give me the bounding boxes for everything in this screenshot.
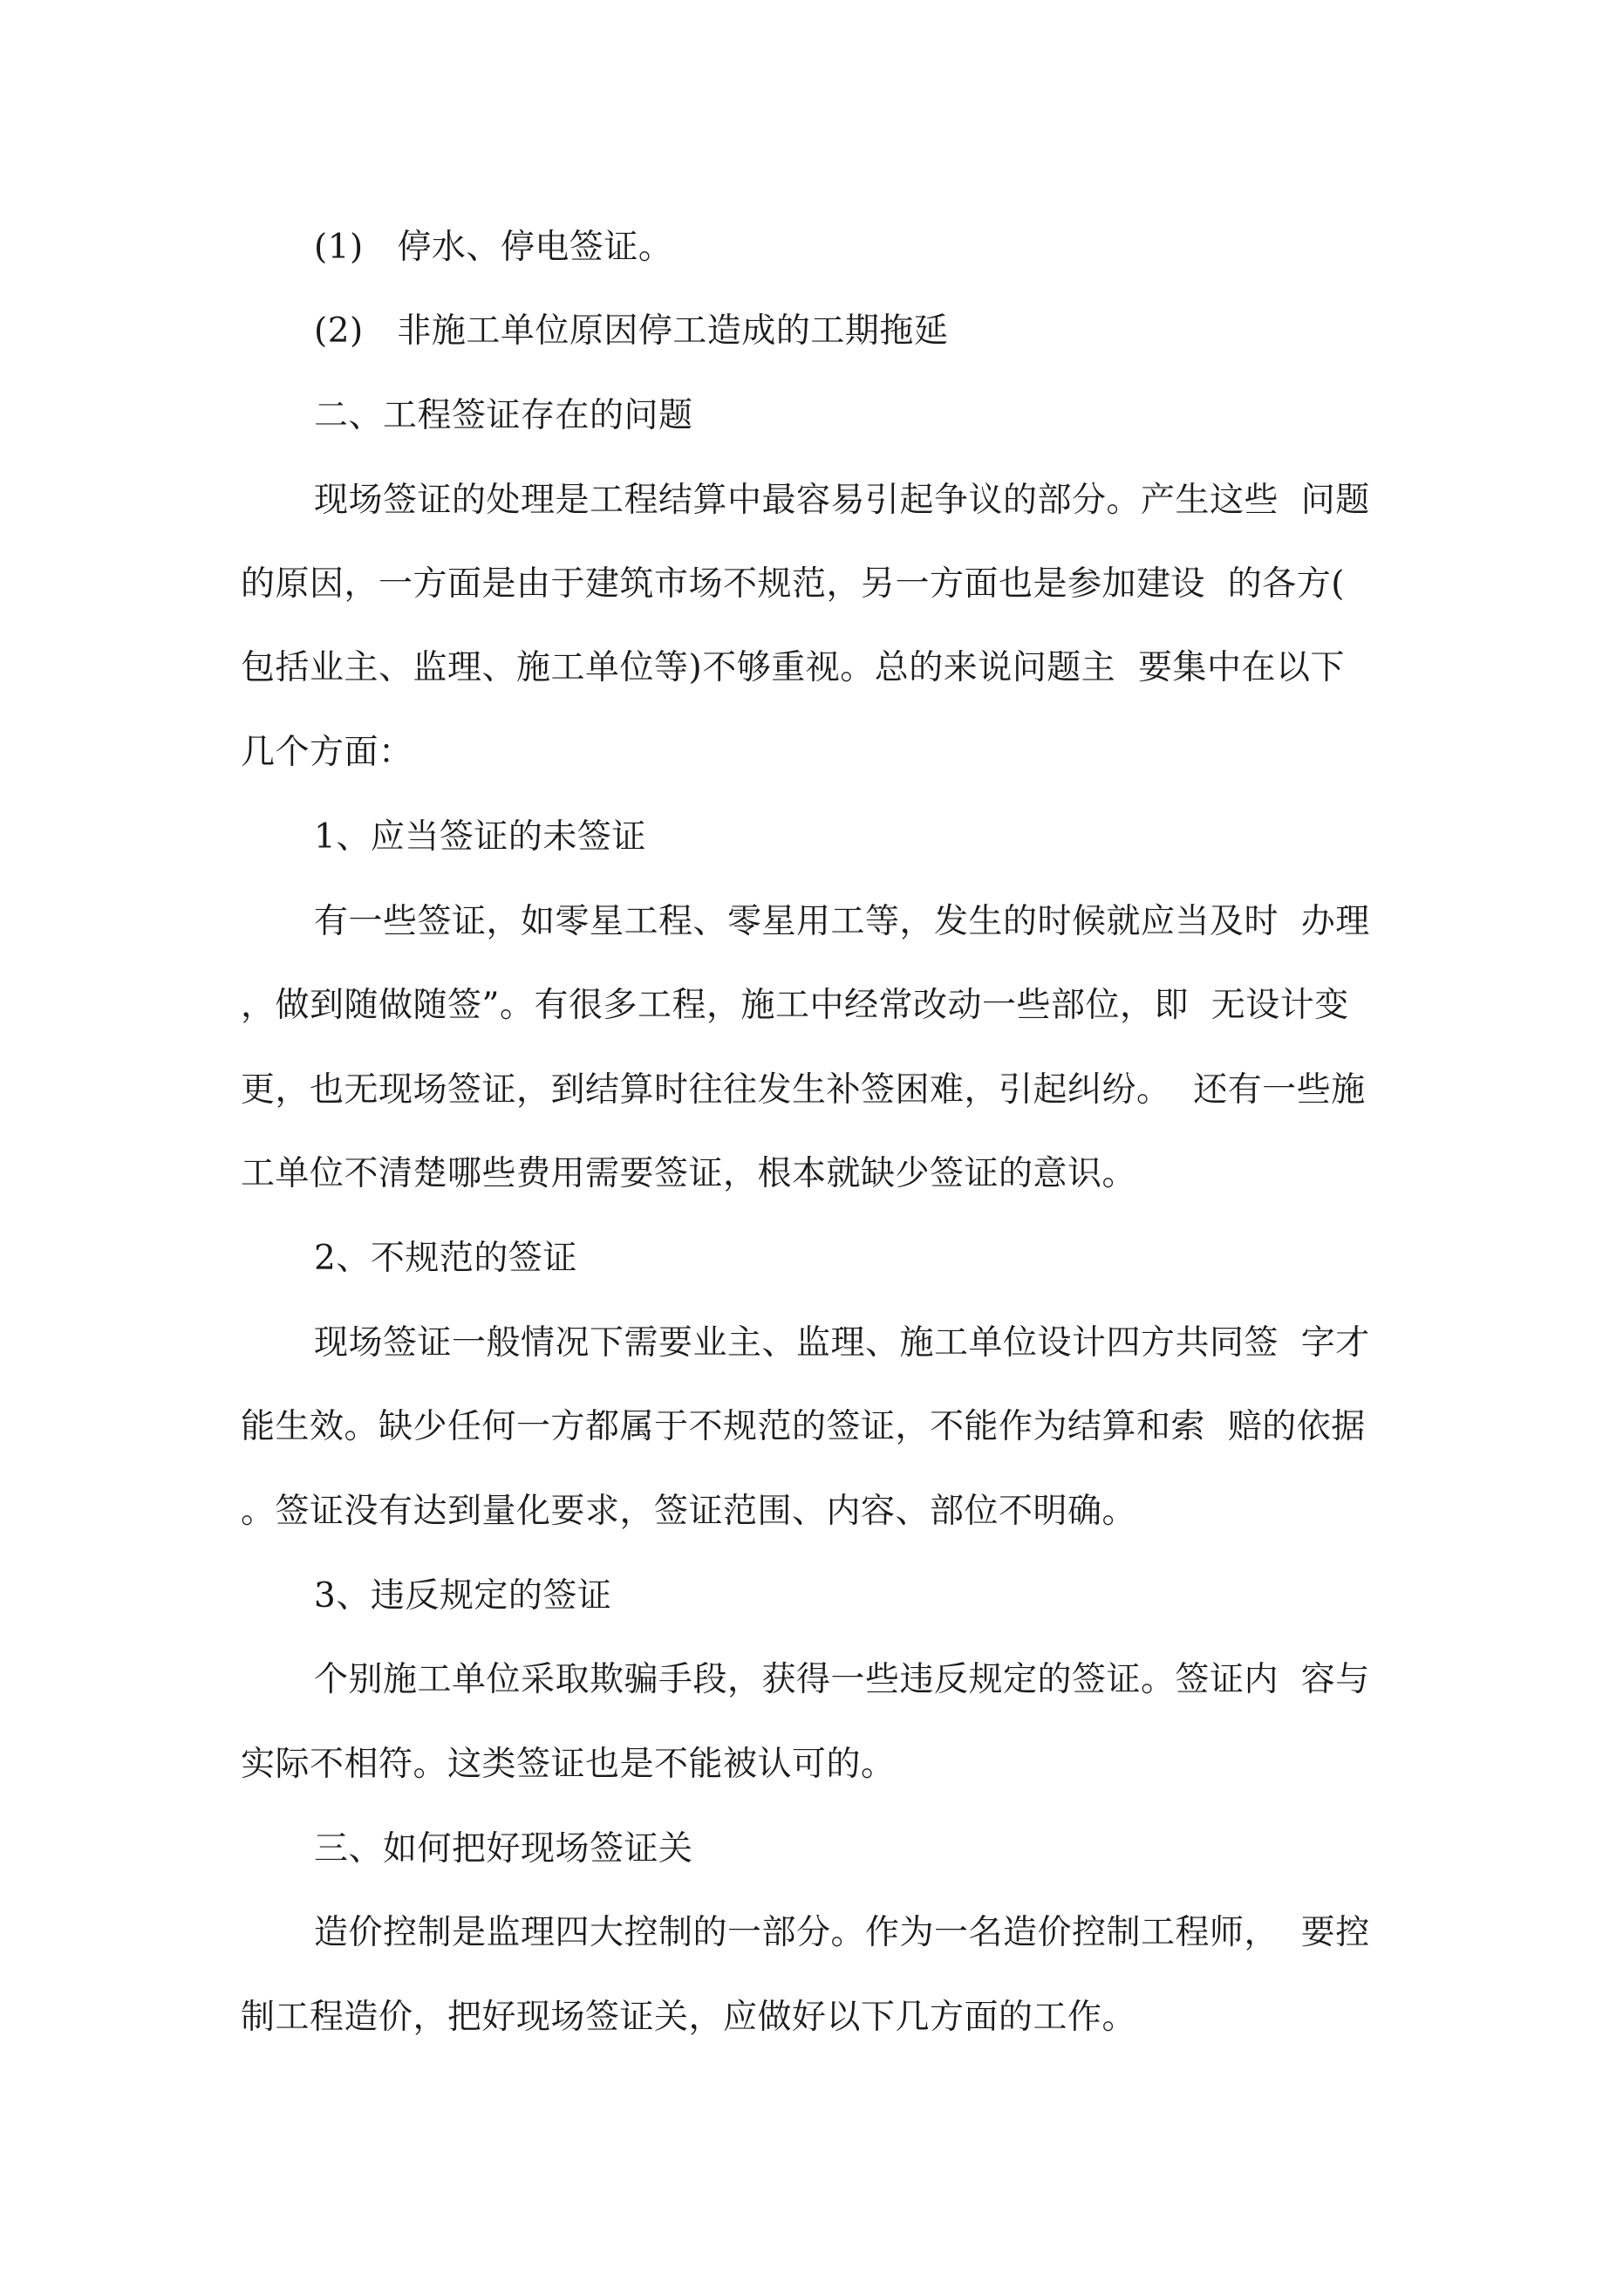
paragraph-line xyxy=(0,642,1623,694)
paragraph-line xyxy=(0,1317,1623,1370)
paragraph-line xyxy=(0,1148,1623,1200)
paragraph-line xyxy=(0,1401,1623,1453)
paragraph-line xyxy=(0,1486,1623,1538)
line-text: ，做到随做随签”。有很多工程，施工中经常改动一些部位，即 无设计变 xyxy=(241,986,1349,1025)
line-text: 3、违反规定的签证 xyxy=(314,1576,612,1616)
line-text: 二、工程签证存在的问题 xyxy=(314,396,693,435)
paragraph-line xyxy=(0,475,1623,527)
line-text: 实际不相符。这类签证也是不能被认可的。 xyxy=(241,1745,896,1784)
line-text: 个别施工单位采取欺骗手段，获得一些违反规定的签证。签证内 容与 xyxy=(314,1660,1370,1699)
section-heading-problems xyxy=(0,390,1623,442)
paragraph-line xyxy=(0,980,1623,1032)
list-item-delay xyxy=(0,305,1623,358)
paragraph-line xyxy=(0,1992,1623,2044)
line-text: 2、不规范的签证 xyxy=(314,1239,577,1278)
line-text: 1、应当签证的未签证 xyxy=(314,817,646,857)
paragraph-line xyxy=(0,1654,1623,1706)
line-text: 现场签证一般情况下需要业主、监理、施工单位设计四方共同签 字才 xyxy=(314,1323,1370,1363)
line-text: 工单位不清楚哪些费用需要签证，根本就缺少签证的意识。 xyxy=(241,1154,1137,1193)
paragraph-line xyxy=(0,727,1623,779)
line-text: 几个方面： xyxy=(241,733,413,772)
line-text: 制工程造价，把好现场签证关，应做好以下几方面的工作。 xyxy=(241,1998,1137,2037)
section-heading-how-to xyxy=(0,1823,1623,1876)
line-text: 三、如何把好现场签证关 xyxy=(314,1829,693,1869)
subheading-irregular xyxy=(0,1233,1623,1285)
line-text: 造价控制是监理四大控制的一部分。作为一名造价控制工程师， 要控 xyxy=(314,1913,1370,1952)
paragraph-line xyxy=(0,1739,1623,1791)
paragraph-line xyxy=(0,558,1623,611)
line-text: 的原因，一方面是由于建筑市场不规范，另一方面也是参加建设 的各方( xyxy=(241,564,1346,604)
paragraph-line xyxy=(0,896,1623,948)
line-text: 。签证没有达到量化要求，签证范围、内容、部位不明确。 xyxy=(241,1492,1137,1531)
line-text: 包括业主、监理、施工单位等)不够重视。总的来说问题主 要集中在以下 xyxy=(241,648,1346,687)
line-text: 更，也无现场签证，到结算时往往发生补签困难，引起纠纷。 还有一些施 xyxy=(241,1070,1366,1110)
line-text: 有一些签证，如零星工程、零星用工等，发生的时候就应当及时 办理 xyxy=(314,902,1370,941)
subheading-unsigned xyxy=(0,811,1623,864)
line-text: 现场签证的处理是工程结算中最容易引起争议的部分。产生这些 问题 xyxy=(314,481,1370,520)
paragraph-line xyxy=(0,1907,1623,1959)
line-text: (1) 停水、停电签证。 xyxy=(314,228,673,267)
subheading-violation xyxy=(0,1570,1623,1623)
paragraph-line xyxy=(0,1064,1623,1117)
list-item-stop-water-power xyxy=(0,222,1623,274)
line-text: 能生效。缺少任何一方都属于不规范的签证，不能作为结算和索 赔的依据 xyxy=(241,1407,1366,1446)
line-text: (2) 非施工单位原因停工造成的工期拖延 xyxy=(314,311,949,351)
